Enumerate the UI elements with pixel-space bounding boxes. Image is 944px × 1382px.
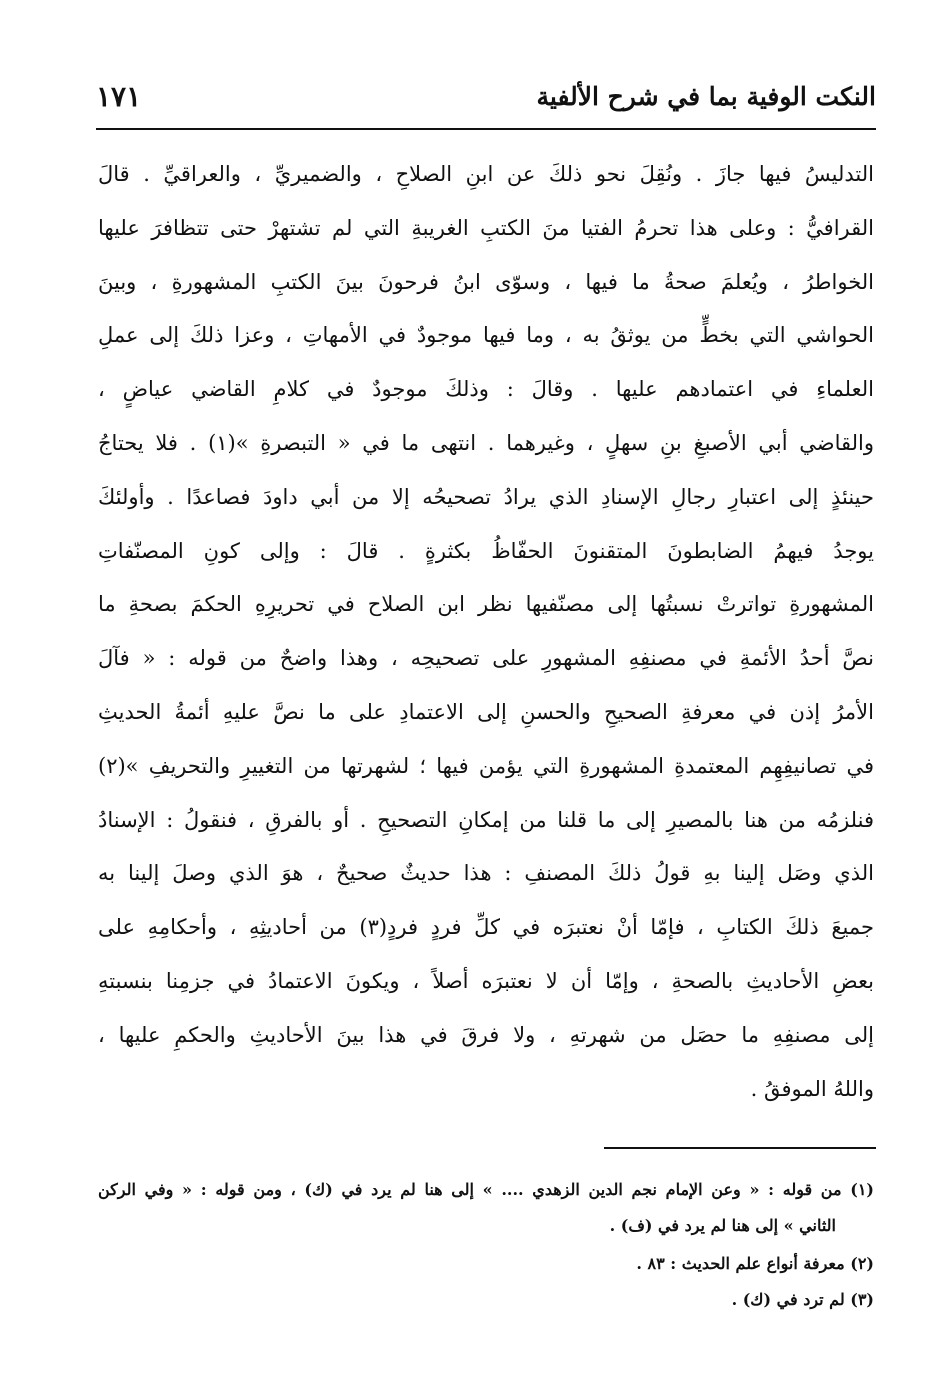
text-line: المشهورةِ تواترتْ نسبتُها إلى مصنّفيها نظر ابن الصلاح في تحريرِهِ الحكمَ بصحةِ ما: [98, 592, 874, 617]
footnote-1: (١) من قوله : « وعن الإمام نجم الدين الزهدي .... » إلى هنا لم يرد في (ك) ، ومن قوله : « وفي الركن: [98, 1180, 874, 1199]
text-line: واللهُ الموفقُ .: [750, 1076, 874, 1101]
text-line: إلى مصنفِهِ ما حصَل من شهرتهِ ، ولا فرقَ في هذا بينَ الأحاديثِ والحكمِ عليها ،: [98, 1022, 874, 1047]
text-line: جميعَ ذلكَ الكتابِ ، فإمّا أنْ نعتبرَه في كلِّ فردٍ فردٍ(٣) من أحاديثِهِ ، وأحكامِهِ على: [98, 915, 874, 940]
footnote-3: (٣) لم ترد في (ك) .: [731, 1290, 874, 1309]
text-line: بعضِ الأحاديثِ بالصحةِ ، وإمّا أن لا نعتبرَه أصلاً ، ويكونَ الاعتمادُ في جزمِنا بنسبتهِ: [98, 968, 874, 993]
text-line: حينئذٍ إلى اعتبارِ رجالِ الإسنادِ الذي يرادُ تصحيحُه إلا من أبي داودَ فصاعدًا . وأولئكَ: [98, 484, 874, 509]
text-line: يوجدُ فيهمُ الضابطونَ المتقنونَ الحفّاظُ بكثرةٍ . قالَ : وإلى كونِ المصنّفاتِ: [98, 538, 874, 563]
footnotes: [98, 1172, 874, 1318]
text-line: التدليسُ فيها جازَ . ونُقِلَ نحو ذلكَ عن ابنِ الصلاحِ ، والضميريِّ ، والعراقيِّ . قالَ: [98, 162, 874, 186]
text-line: والقاضي أبي الأصبغِ بنِ سهلٍ ، وغيرهما . انتهى ما في « التبصرةِ »(١) . فلا يحتاجُ: [98, 430, 874, 455]
page-header: [96, 78, 876, 128]
text-line: القرافيُّ : وعلى هذا تحرمُ الفتيا منَ الكتبِ الغريبةِ التي لم تشتهرْ حتى تتظافرَ عليها: [98, 215, 874, 240]
text-line: الذي وصَل إلينا بهِ قولُ ذلكَ المصنفِ : هذا حديثٌ صحيحٌ ، هوَ الذي وصلَ إلينا به: [98, 861, 874, 886]
footnote-separator: [604, 1147, 876, 1149]
footnote-2: (٢) معرفة أنواع علم الحديث : ٨٣ .: [636, 1254, 874, 1273]
page-number: ١٧١: [96, 80, 142, 113]
text-line: الحواشي التي بخطٍّ من يوثقُ به ، وما فيها موجودٌ في الأمهاتِ ، وعزا ذلكَ إلى عملِ: [98, 323, 874, 348]
text-line: فنلزمُه من هنا بالمصيرِ إلى ما قلنا من إمكانِ التصحيحِ . أو بالفرقِ ، فنقولُ : الإسنادُ: [98, 807, 874, 832]
text-line: العلماءِ في اعتمادهم عليها . وقالَ : وذلكَ موجودٌ في كلامِ القاضي عياضٍ ،: [98, 377, 874, 402]
text-line: نصَّ أحدُ الأئمةِ في مصنفِهِ المشهورِ على تصحيحِه ، وهذا واضحٌ من قوله : « فآلَ: [98, 646, 874, 671]
text-line: في تصانيفِهِم المعتمدةِ المشهورةِ التي يؤمن فيها ؛ لشهرتها من التغييرِ والتحريفِ »(٢): [98, 753, 874, 778]
footnote-1-continuation: الثاني » إلى هنا لم يرد في (ف) .: [609, 1216, 836, 1235]
running-title: النكت الوفية بما في شرح الألفية: [536, 82, 876, 111]
main-text: [98, 148, 874, 1116]
text-line: الأمرُ إذن في معرفةِ الصحيحِ والحسنِ إلى الاعتمادِ على ما نصَّ عليهِ أئمةُ الحديثِ: [98, 699, 874, 724]
text-line: الخواطرُ ، ويُعلمَ صحةُ ما فيها ، وسوّى ابنُ فرحونَ بينَ الكتبِ المشهورةِ ، وبينَ: [98, 269, 874, 294]
header-rule: [96, 128, 876, 130]
